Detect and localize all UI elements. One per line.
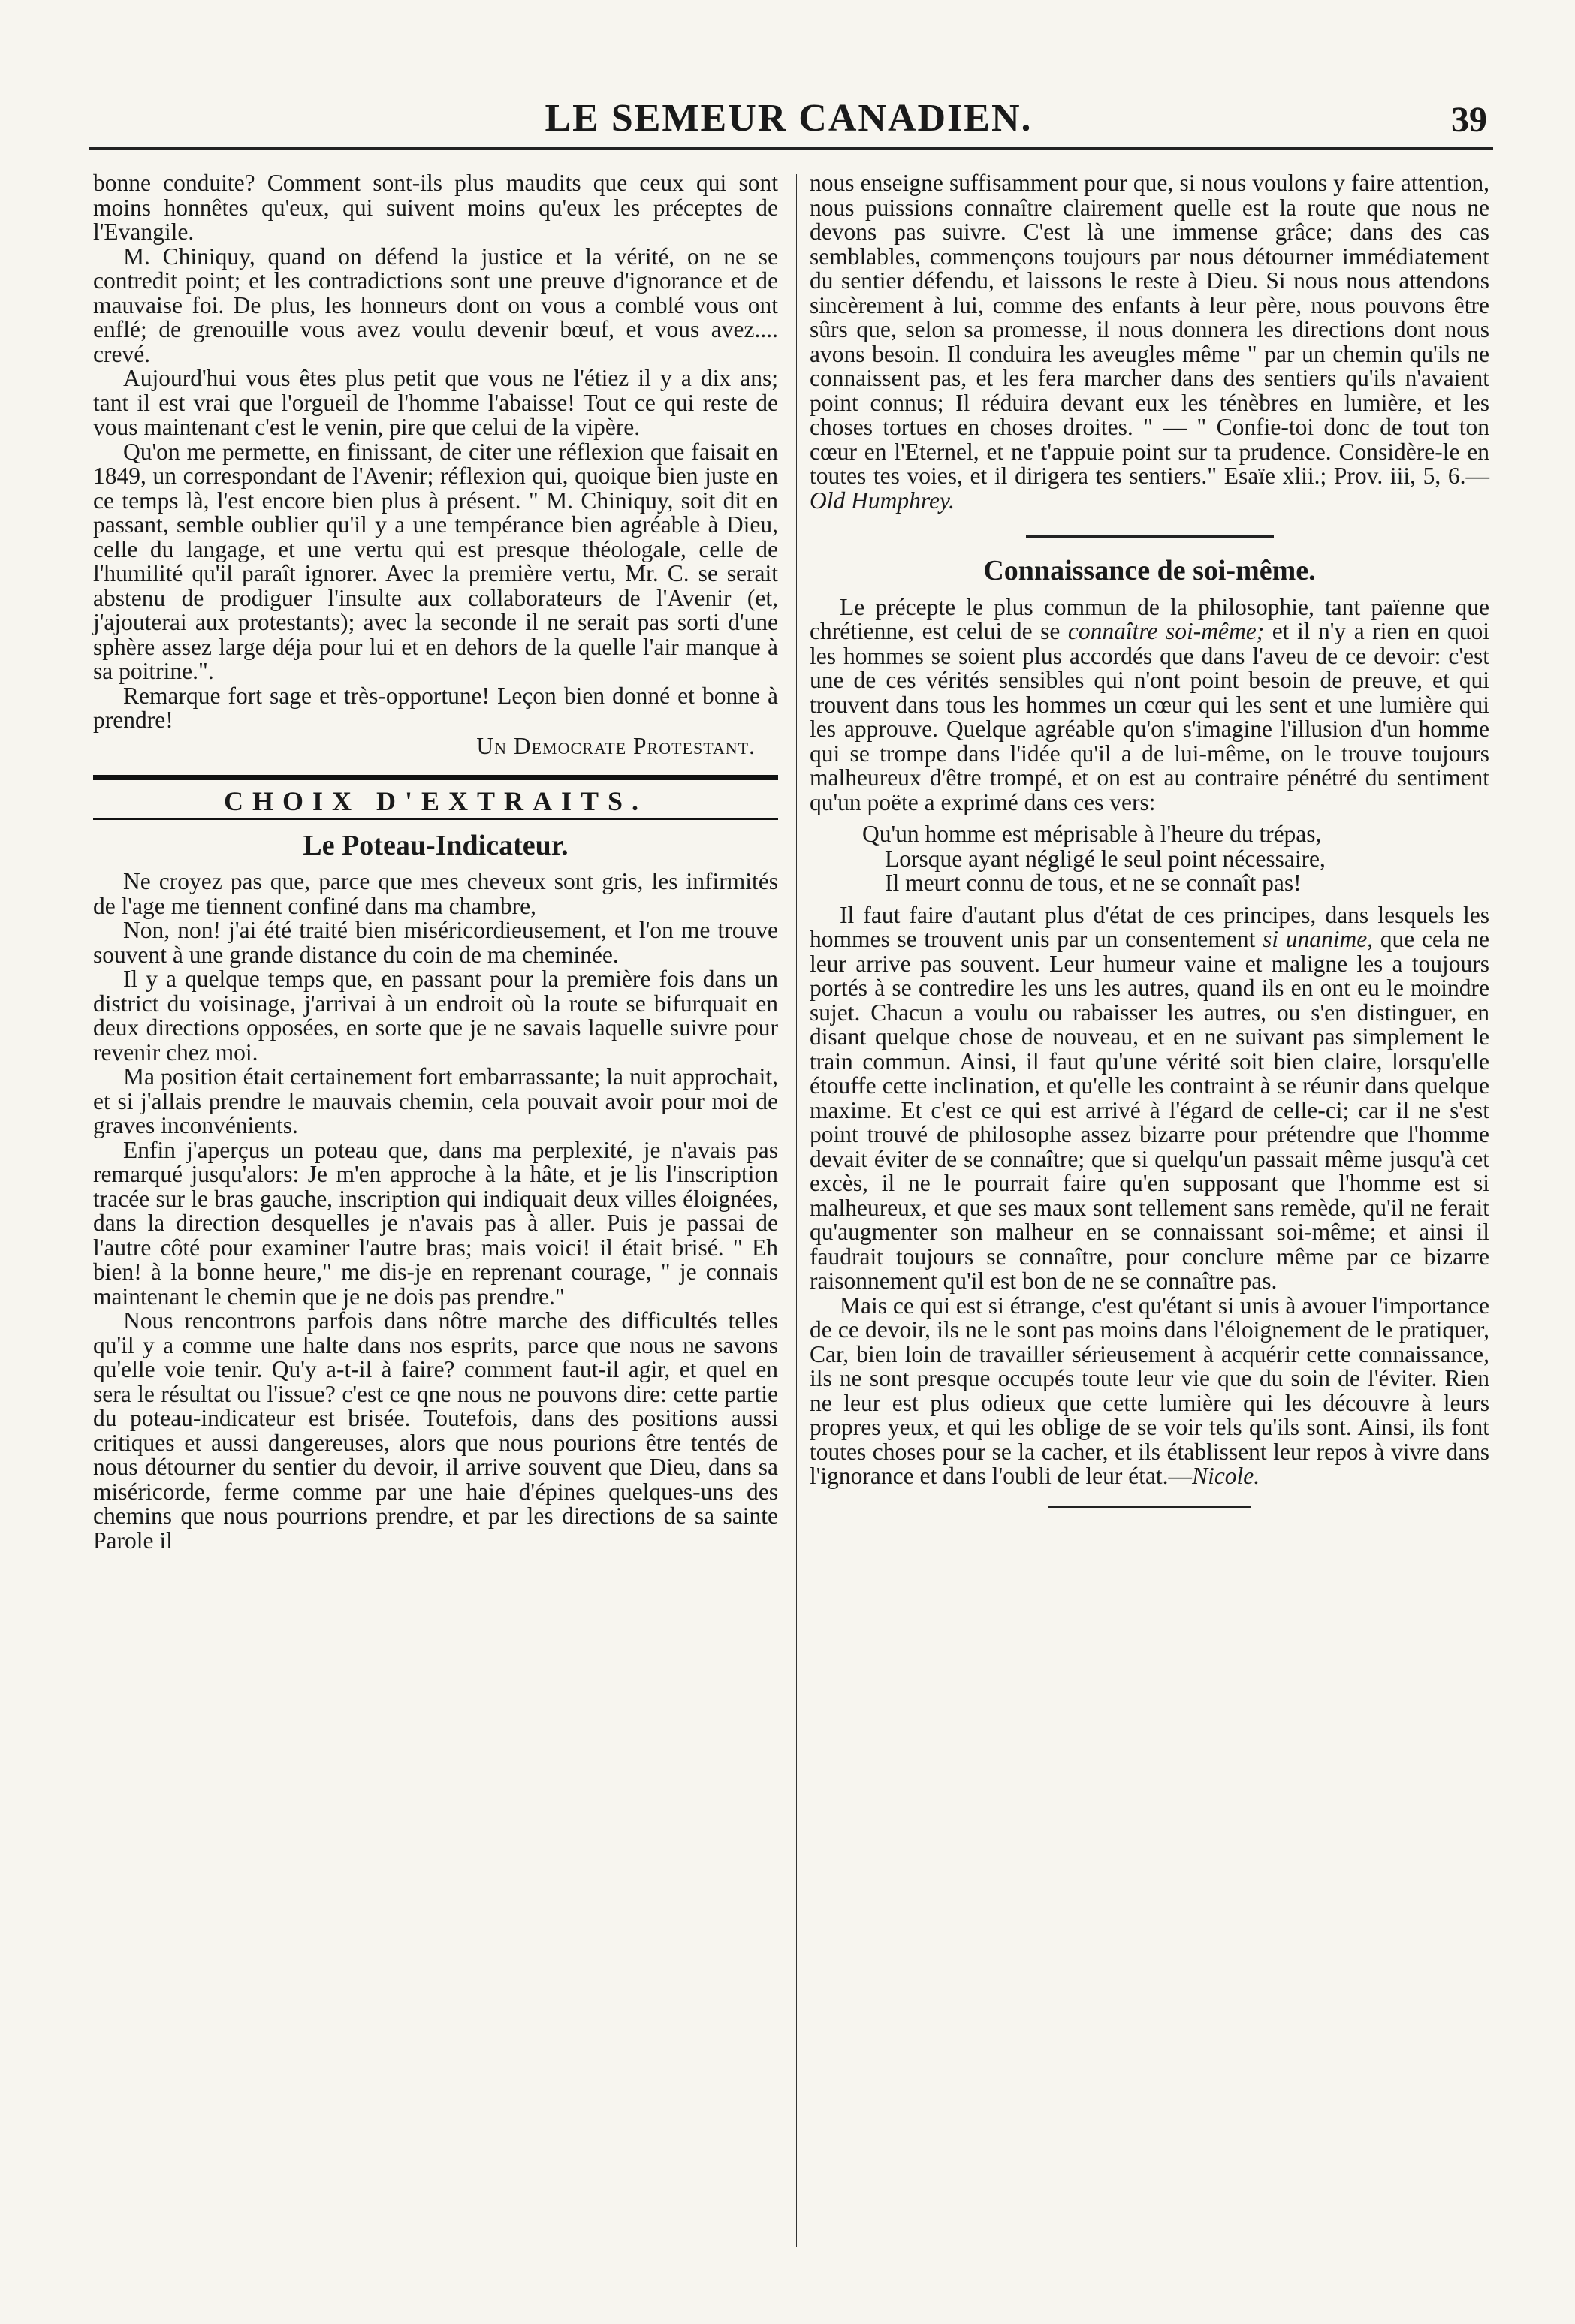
end-rule — [1048, 1506, 1251, 1508]
section-heading: CHOIX D'EXTRAITS. — [93, 775, 778, 820]
paragraph — [810, 171, 1489, 513]
article-separator — [1026, 535, 1274, 538]
source-attribution: Old Humphrey. — [810, 487, 955, 514]
poem-line: Lorsque ayant négligé le seul point nécessaire, — [885, 845, 1326, 872]
article-title: Le Poteau-Indicateur. — [303, 829, 569, 861]
column-divider — [795, 174, 797, 2247]
page-number: 39 — [1451, 100, 1487, 140]
paragraph: Enfin j'aperçus un poteau que, dans ma perplexité, je n'avais pas remarqué jusqu'alors: Je m'en approche à la hâte, et je lis l'inscription tracée sur le bras gauche, inscription qui indiquait deux villes éloignées, dans la direction desquelles je n'avais pas à aller. Puis je passai de l'autre côté pour examiner l'autre bras; mais voici! il était brisé. " Eh bien! à la bonne heure," me dis-je en reprenant courage, " je connais maintenant le chemin que je ne dois pas prendre." — [93, 1136, 778, 1310]
paragraph: Le précepte le plus commun de la philosophie, tant païenne que chrétienne, est celui de se connaître soi-même; et il n'y a rien en quoi les hommes se soient plus accordés que dans l'aveu de ce devoir: c'est une de ces vérités sensibles qui n'ont point besoin de preuve, et qui trouvent dans tous les hommes un cœur qui les sent et une lumière qui les approuve. Quelque agréable qu'on s'imagine l'illusion d'un homme qui se trompe dans l'idée qu'il a de lui-même, on le trouve toujours malheureux d'être trompé, et on est au contraire pénétré du sentiment qu'un poëte a exprimé dans ces vers: — [810, 593, 1489, 815]
source-attribution: Nicole. — [1192, 1463, 1260, 1489]
paragraph: Nous rencontrons parfois dans nôtre marche des difficultés telles qu'il y a comme une halte dans nos esprits, parce que nous ne savons qu'elle voie tenir. Qu'y a-t-il à faire? comment faut-il agir, et quel en sera le résultat ou l'issue? c'est ce qne nous ne pouvons dire: cette partie du poteau-indicateur est brisée. Toutefois, dans des positions aussi critiques et aussi dangereuses, alors que nous pourions être tentés de nous détourner du sentier du devoir, il arrive souvent que Dieu, dans sa miséricorde, ferme comme par une haie d'épines quelques-uns des chemins que nous pourrions prendre, et par les directions de sa sainte Parole il — [93, 1307, 778, 1554]
masthead — [83, 96, 1495, 149]
paragraph: Remarque fort sage et très-opportune! Leçon bien donné et bonne à prendre! — [93, 682, 778, 733]
continuation-text: nous enseigne suffisamment pour que, si nous voulons y faire attention, nous puissions connaître clairement quelle est la route que nous ne devons pas suivre. C'est là une immense grâce; dans des cas semblables, commençons toujours par nous détourner immédiatement du sentier défendu, et laissons le reste à Dieu. Si nous nous attendons sincèrement à lui, comme des enfants à leur père, nous pouvons être sûrs que, selon sa promesse, il nous donnera les directions dont nous avons besoin. Il conduira les aveugles même " par un chemin qu'ils ne connaissent pas, et les fera marcher dans des sentiers qu'ils n'avaient point connus; Il réduira devant eux les ténèbres en lumière, et les choses tortues en choses droites. " — " Confie-toi donc de tout ton cœur en l'Eternel, et ne t'appuie point sur ta prudence. Considère-le en toutes tes voies, et il dirigera tes sentiers." Esaïe xlii.; Prov. iii, 5, 6.— — [810, 170, 1489, 489]
paragraph: Qu'on me permette, en finissant, de citer une réflexion que faisait en 1849, un correspondant de l'Avenir; réflexion qui, quoique bien juste en ce temps là, l'est encore bien plus à présent. " M. Chiniquy, soit dit en passant, semble oublier qu'il y a une tempérance bien agréable à Dieu, celle du langage, et une vertu qui est presque théologale, celle de l'humilité qu'il paraît ignorer. Avec la première vertu, Mr. C. se serait abstenu de prodiguer l'insulte aux collaborateurs de l'Avenir (et, j'ajouterai aux protestants); avec la seconde il ne serait pas sorti d'une sphère assez large déja pour lui et en dehors de la quelle l'air manque à sa poitrine.". — [93, 438, 778, 684]
left-column — [93, 171, 778, 1553]
poem-quote — [862, 822, 1489, 896]
newspaper-title: LE SEMEUR CANADIEN. — [545, 97, 1033, 140]
masthead-rule — [89, 147, 1493, 150]
poem-line: Il meurt connu de tous, et ne se connaît pas! — [885, 870, 1302, 896]
right-column — [810, 171, 1489, 1512]
article-title: Connaissance de soi-même. — [983, 555, 1316, 586]
paragraph: Il faut faire d'autant plus d'état de ces principes, dans lesquels les hommes se trouvent unis par un consentement si unanime, que cela ne leur arrive pas souvent. Leur humeur vaine et maligne les a toujours portés à se contredire les uns les autres, quand ils en ont eu le moindre sujet. Chacun a voulu ou rabaisser les autres, ou s'en distinguer, en disant quelque chose de nouveau, et en ne suivant pas simplement le train commun. Ainsi, il faut qu'une vérité soit bien claire, lorsqu'elle étouffe cette inclination, et qu'elle les contraint à se réunir dans quelque maxime. Et c'est ce qui est arrivé à l'égard de celle-ci; car il ne s'est point trouvé de philosophe assez bizarre pour prétendre que l'homme devait éviter de se connaître; que si quelqu'un passait même jusqu'à cet excès, il ne le pourrait faire qu'en supposant que l'homme est si malheureux, et que ses maux sont tellement sans remède, qu'il ne ferait qu'augmenter son malheur en se connaissant soi-même; et ainsi il faudrait toujours se connaître, pour conclure même par ce bizarre raisonnement qu'il est bon de ne se connaître pas. — [810, 901, 1489, 1294]
letter-signature: Un Democrate Protestant. — [476, 732, 756, 759]
paragraph: Il y a quelque temps que, en passant pour la première fois dans un district du voisinage, j'arrivai à un endroit où la route se bifurquait en deux directions opposées, en sorte que je ne savais laquelle suivre pour revenir chez moi. — [93, 966, 778, 1066]
paragraph: Ne croyez pas que, parce que mes cheveux sont gris, les infirmités de l'age me tiennent confiné dans ma chambre, — [93, 868, 778, 919]
paragraph: Non, non! j'ai été traité bien miséricordieusement, et l'on me trouve souvent à une grande distance du coin de ma cheminée. — [93, 917, 778, 968]
paragraph: Aujourd'hui vous êtes plus petit que vous ne l'étiez il y a dix ans; tant il est vrai que l'orgueil de l'homme l'abaisse! Tout ce qui reste de vous maintenant c'est le venin, pire que celui de la vipère. — [93, 365, 778, 440]
paragraph: Ma position était certainement fort embarrassante; la nuit approchait, et si j'allais prendre le mauvais chemin, cela pouvait avoir pour moi de graves inconvénients. — [93, 1063, 778, 1138]
paragraph: Mais ce qui est si étrange, c'est qu'étant si unis à avouer l'importance de ce devoir, ils ne le sont pas moins dans l'éloignement de le pratiquer, Car, bien loin de travailler sérieusement à acquérir cette connaissance, ils ne sont presque occupés toute leur vie que du soin de l'éviter. Rien ne leur est plus odieux que cette lumière qui les découvre à leurs propres yeux, et qui les oblige de se voir tels qu'ils sont. Ainsi, ils font toutes choses pour se la cacher, et ils établissent leur repos à vivre dans l'ignorance et dans l'oubli de leur état.—Nicole. — [810, 1292, 1489, 1489]
paragraph: bonne conduite? Comment sont-ils plus maudits que ceux qui sont moins honnêtes qu'eux, qui suivent moins qu'eux les préceptes de l'Evangile. — [93, 170, 778, 245]
poem-line: Qu'un homme est méprisable à l'heure du trépas, — [862, 821, 1322, 847]
paragraph: M. Chiniquy, quand on défend la justice et la vérité, on ne se contredit point; et les contradictions sont une preuve d'ignorance et de mauvaise foi. De plus, les honneurs dont on vous a comblé vous ont enflé; de grenouille vous avez voulu devenir bœuf, et vous avez.... crevé. — [93, 243, 778, 367]
